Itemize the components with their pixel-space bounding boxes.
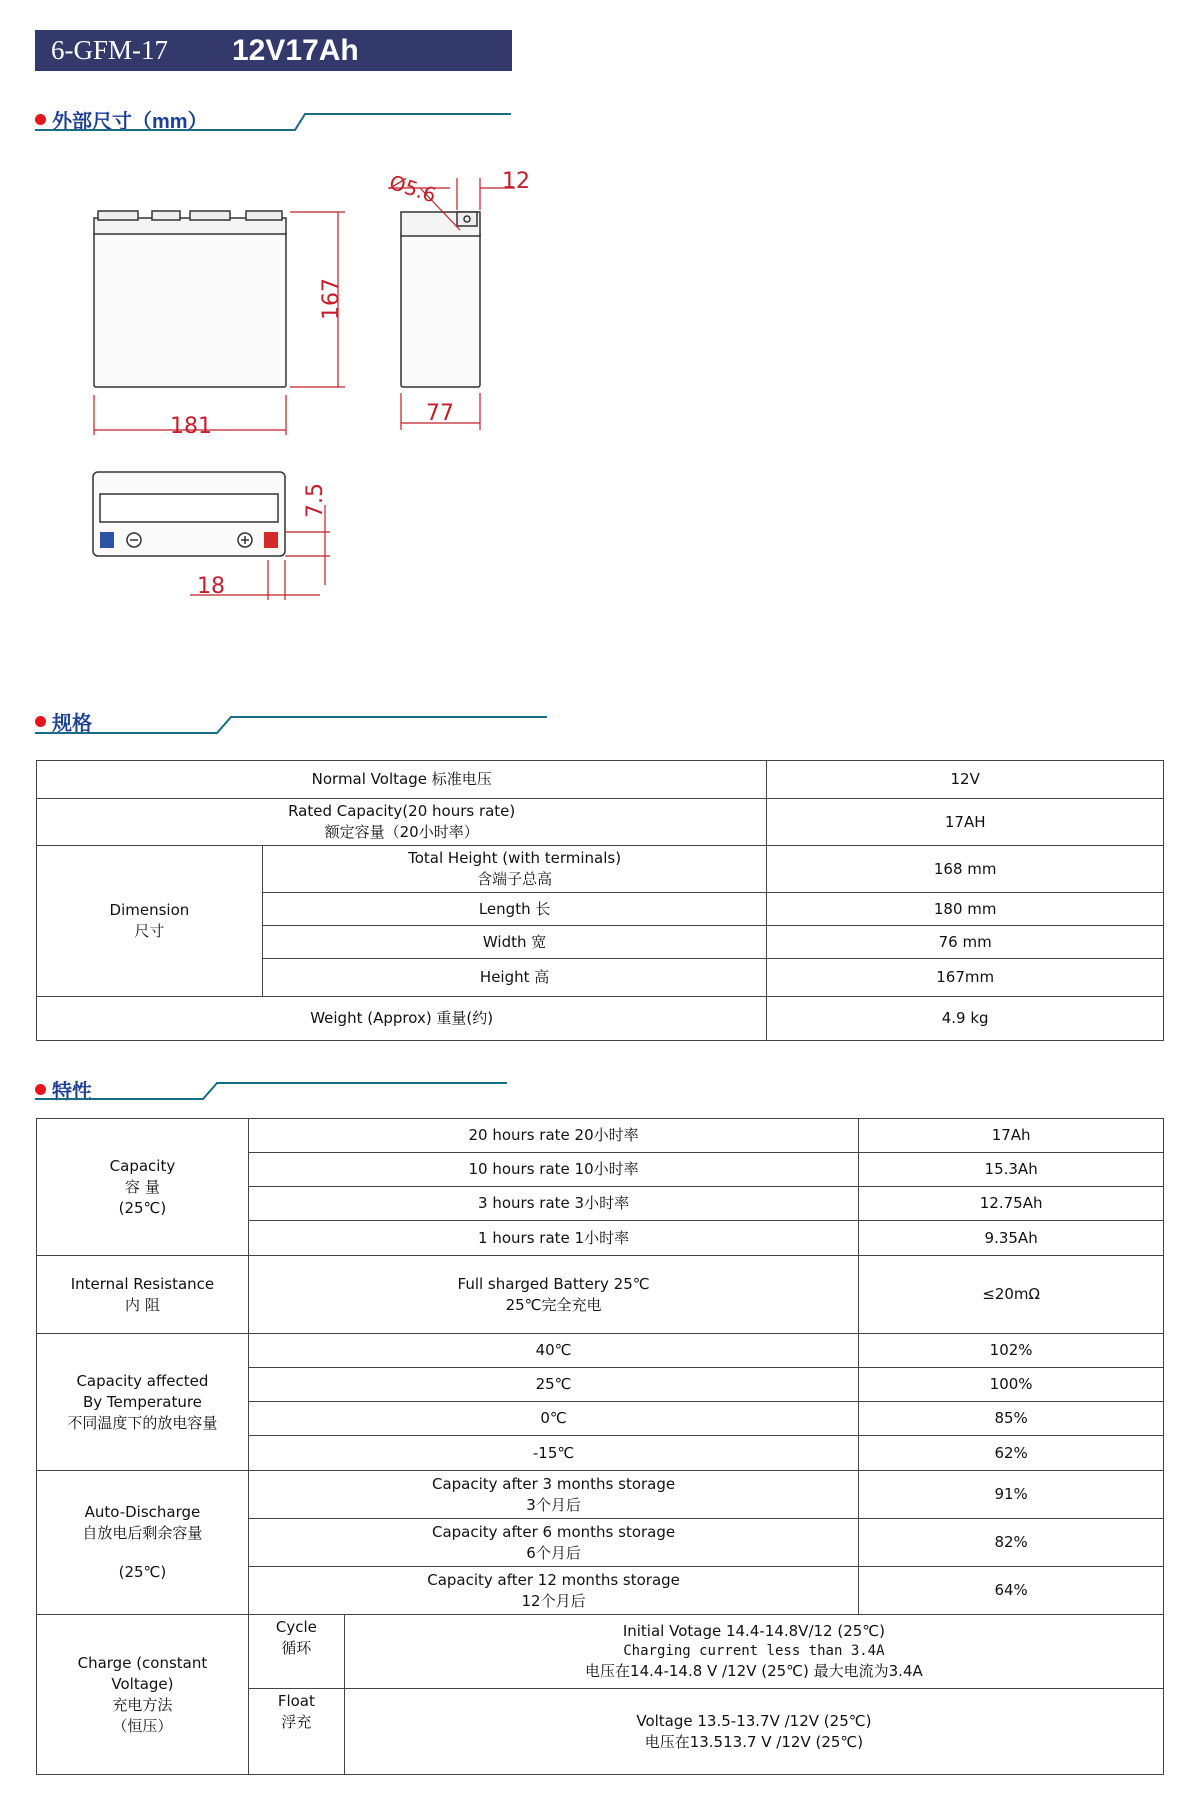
section-heading-specs: 规格 — [35, 707, 92, 736]
table-row: Normal Voltage 标准电压 12V — [37, 761, 1164, 799]
table-row: Length 长 180 mm — [37, 893, 1164, 926]
dim-front-width: 181 — [170, 414, 212, 439]
table-row: Weight (Approx) 重量(约) 4.9 kg — [37, 997, 1164, 1041]
table-row: Dimension 尺寸 Total Height (with terminals) 含端子总高 168 mm — [37, 846, 1164, 893]
dim-front-height: 167 — [319, 278, 344, 320]
section-heading-dimensions: 外部尺寸（mm） — [35, 105, 208, 134]
dim-terminal-size: 12 — [502, 169, 530, 194]
section-underline — [35, 715, 555, 737]
table-row: 10 hours rate 10小时率 15.3Ah — [37, 1153, 1164, 1187]
table-row: Capacity affected By Temperature 不同温度下的放电容量 40℃ 102% — [37, 1334, 1164, 1368]
dim-terminal-offset: 18 — [197, 574, 225, 599]
dim-terminal-height: 7.5 — [303, 483, 328, 518]
table-row: Float 浮充 Voltage 13.5-13.7V /12V (25℃) 电压在13.513.7 V /12V (25℃) — [37, 1689, 1164, 1775]
battery-side-body — [401, 232, 480, 387]
characteristics-table — [36, 1118, 1164, 1775]
spec-table — [36, 760, 1164, 1041]
dim-terminal-diameter: Ø5.6 — [386, 169, 440, 208]
table-row: 25℃ 100% — [37, 1368, 1164, 1402]
table-row: Charge (constant Voltage) 充电方法 （恒压） Cycle 循环 Initial Votage 14.4-14.8V/12 (25℃) Charging current less than 3.4A 电压在14.4-14.8 V /12V (25℃) 最大电流为3.4A — [37, 1615, 1164, 1689]
table-row: Capacity after 12 months storage 12个月后 64% — [37, 1567, 1164, 1615]
dim-side-width: 77 — [426, 401, 454, 426]
table-row: 0℃ 85% — [37, 1402, 1164, 1436]
table-row: Width 宽 76 mm — [37, 926, 1164, 959]
table-row: Auto-Discharge 自放电后剩余容量 (25℃) Capacity after 3 months storage 3个月后 91% — [37, 1471, 1164, 1519]
table-row: Capacity 容 量 (25℃) 20 hours rate 20小时率 17Ah — [37, 1119, 1164, 1153]
battery-drawing — [0, 0, 560, 620]
table-row: Capacity after 6 months storage 6个月后 82% — [37, 1519, 1164, 1567]
battery-front-body — [94, 232, 286, 387]
table-row: Rated Capacity(20 hours rate) 额定容量（20小时率） 17AH — [37, 799, 1164, 846]
table-row: -15℃ 62% — [37, 1436, 1164, 1471]
section-heading-characteristics: 特性 — [35, 1075, 92, 1104]
table-row: 1 hours rate 1小时率 9.35Ah — [37, 1221, 1164, 1256]
model-spec: 12V17Ah — [232, 33, 359, 67]
table-row: Internal Resistance 内 阻 Full sharged Battery 25℃ 25℃完全充电 ≤20mΩ — [37, 1256, 1164, 1334]
table-row: Height 高 167mm — [37, 959, 1164, 997]
positive-terminal — [264, 532, 278, 548]
section-underline — [35, 1081, 515, 1103]
model-name: 6-GFM-17 — [51, 35, 169, 65]
table-row: 3 hours rate 3小时率 12.75Ah — [37, 1187, 1164, 1221]
negative-terminal — [100, 532, 114, 548]
